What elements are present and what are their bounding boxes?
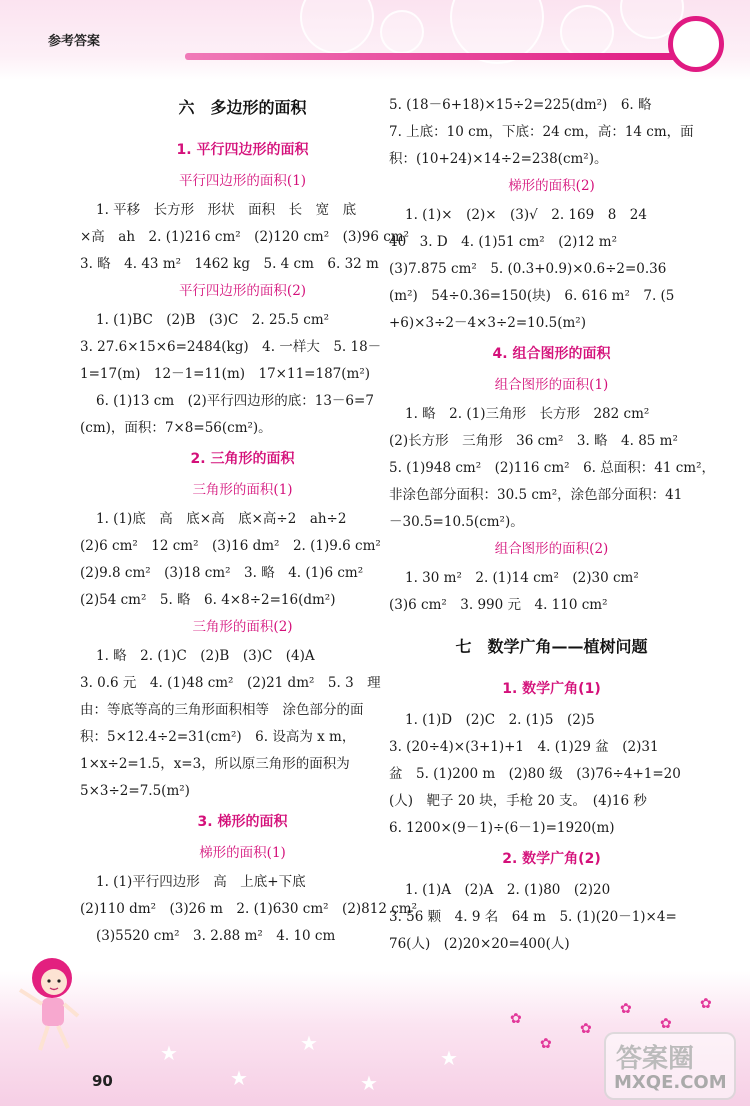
answer-line: (2)54 cm² 5. 略 6. 4×8÷2=16(dm²) bbox=[80, 592, 336, 608]
subsection-title: 组合图形的面积(1) bbox=[494, 377, 609, 393]
subsection-title: 平行四边形的面积(1) bbox=[178, 173, 307, 189]
answer-line: 1. (1)D (2)C 2. (1)5 (2)5 bbox=[405, 712, 595, 728]
answer-line: 6. 1200×(9－1)÷(6－1)=1920(m) bbox=[389, 820, 615, 836]
watermark-text: 答案圈 bbox=[616, 1044, 695, 1074]
answer-line: 7. 上底：10 cm，下底：24 cm，高：14 cm，面 bbox=[389, 124, 694, 140]
flower-icon: ✿ bbox=[620, 1001, 632, 1017]
answer-line: 3. 56 颗 4. 9 名 64 m 5. (1)(20－1)×4= bbox=[389, 909, 677, 925]
flower-icon: ✿ bbox=[580, 1021, 592, 1037]
answer-line: (3)6 cm² 3. 990 元 4. 110 cm² bbox=[389, 597, 608, 613]
answer-line: 3. 27.6×15×6=2484(kg) 4. 一样大 5. 18－ bbox=[80, 339, 382, 355]
star-icon: ★ bbox=[360, 1071, 378, 1095]
section-title: 1. 平行四边形的面积 bbox=[176, 142, 309, 158]
watermark-logo bbox=[604, 1032, 736, 1100]
page-footer bbox=[0, 971, 750, 1106]
answer-line: 由：等底等高的三角形面积相等 涂色部分的面 bbox=[80, 702, 364, 718]
answer-line: (2)110 dm² (3)26 m 2. (1)630 cm² (2)812 cm² bbox=[80, 901, 418, 917]
chapter-title: 六 多边形的面积 bbox=[178, 98, 307, 117]
page-number: 90 bbox=[92, 1072, 113, 1090]
answer-line: 1. 略 2. (1)C (2)B (3)C (4)A bbox=[96, 648, 315, 664]
right-column bbox=[389, 92, 714, 958]
section-title: 2. 三角形的面积 bbox=[190, 451, 295, 467]
answer-line: (2)9.8 cm² (3)18 cm² 3. 略 4. (1)6 cm² bbox=[80, 565, 364, 581]
page-header bbox=[0, 0, 750, 80]
answer-line: 积：5×12.4÷2=31(cm²) 6. 设高为 x m， bbox=[80, 729, 356, 745]
answer-line: (m²) 54÷0.36=150(块) 6. 616 m² 7. (5 bbox=[389, 288, 675, 304]
answer-line: 1. (1)平行四边形 高 上底+下底 bbox=[96, 874, 306, 890]
answer-line: 1. (1)A (2)A 2. (1)80 (2)20 bbox=[405, 882, 611, 898]
chapter-title: 七 数学广角——植树问题 bbox=[455, 637, 648, 656]
subsection-title: 三角形的面积(2) bbox=[192, 619, 293, 635]
answer-line: 1. 略 2. (1)三角形 长方形 282 cm² bbox=[405, 406, 650, 422]
answer-line: ×高 ah 2. (1)216 cm² (2)120 cm² (3)96 cm² bbox=[80, 229, 410, 245]
flower-icon: ✿ bbox=[660, 1016, 672, 1032]
answer-line: 非涂色部分面积：30.5 cm²，涂色部分面积：41 bbox=[389, 487, 683, 503]
answer-line: 1=17(m) 12－1=11(m) 17×11=187(m²) bbox=[80, 366, 370, 382]
subsection-title: 梯形的面积(2) bbox=[508, 178, 595, 194]
answer-line: (cm)，面积：7×8=56(cm²)。 bbox=[80, 420, 272, 436]
answer-line: 6. (1)13 cm (2)平行四边形的底：13－6=7 bbox=[96, 393, 374, 409]
answer-line: 3. 0.6 元 4. (1)48 cm² (2)21 dm² 5. 3 理 bbox=[80, 675, 381, 691]
watermark-url: MXQE.COM bbox=[614, 1072, 727, 1093]
subsection-title: 梯形的面积(1) bbox=[199, 845, 286, 861]
answer-line: －30.5=10.5(cm²)。 bbox=[389, 514, 524, 530]
answer-line: 40 3. D 4. (1)51 cm² (2)12 m² bbox=[389, 234, 618, 250]
flower-icon: ✿ bbox=[540, 1036, 552, 1052]
subsection-title: 三角形的面积(1) bbox=[192, 482, 293, 498]
answer-line: (3)7.875 cm² 5. (0.3+0.9)×0.6÷2=0.36 bbox=[389, 261, 667, 277]
answer-line: +6)×3÷2－4×3÷2=10.5(m²) bbox=[389, 315, 586, 331]
answer-line: 5×3÷2=7.5(m²) bbox=[80, 783, 190, 799]
header-label: 参考答案 bbox=[48, 34, 101, 49]
decor-bubble bbox=[560, 5, 614, 59]
answer-line: 1. (1)× (2)× (3)√ 2. 169 8 24 bbox=[405, 207, 647, 223]
star-icon: ★ bbox=[160, 1041, 178, 1065]
answer-line: 5. (1)948 cm² (2)116 cm² 6. 总面积：41 cm²， bbox=[389, 460, 715, 476]
answer-line: 3. (20÷4)×(3+1)+1 4. (1)29 盆 (2)31 bbox=[389, 739, 659, 755]
decor-bubble bbox=[380, 10, 424, 54]
answer-line: 1. (1)BC (2)B (3)C 2. 25.5 cm² bbox=[96, 312, 330, 328]
section-title: 3. 梯形的面积 bbox=[197, 814, 288, 830]
header-ring-icon bbox=[668, 16, 724, 72]
answer-line: 盆 5. (1)200 m (2)80 级 (3)76÷4+1=20 bbox=[389, 766, 681, 782]
decor-bubble bbox=[300, 0, 374, 54]
star-icon: ★ bbox=[300, 1031, 318, 1055]
answer-line: 1. (1)底 高 底×高 底×高÷2 ah÷2 bbox=[96, 511, 347, 527]
answer-line: 5. (18－6+18)×15÷2=225(dm²) 6. 略 bbox=[389, 97, 652, 113]
answer-line: 积：(10+24)×14÷2=238(cm²)。 bbox=[389, 151, 608, 167]
answer-line: (3)5520 cm² 3. 2.88 m² 4. 10 cm bbox=[96, 928, 336, 944]
section-title: 1. 数学广角(1) bbox=[502, 681, 601, 697]
star-icon: ★ bbox=[230, 1066, 248, 1090]
answer-line: (人) 靶子 20 块，手枪 20 支。 (4)16 秒 bbox=[389, 793, 647, 809]
section-title: 2. 数学广角(2) bbox=[502, 851, 601, 867]
answer-line: 3. 略 4. 43 m² 1462 kg 5. 4 cm 6. 32 m bbox=[80, 256, 379, 272]
answer-line: 1×x÷2=1.5，x=3，所以原三角形的面积为 bbox=[80, 756, 350, 772]
answer-line: (2)长方形 三角形 36 cm² 3. 略 4. 85 m² bbox=[389, 433, 678, 449]
star-icon: ★ bbox=[440, 1046, 458, 1070]
answer-line: 1. 30 m² 2. (1)14 cm² (2)30 cm² bbox=[405, 570, 639, 586]
answer-line: (2)6 cm² 12 cm² (3)16 dm² 2. (1)9.6 cm² bbox=[80, 538, 381, 554]
header-bar bbox=[185, 53, 685, 60]
flower-icon: ✿ bbox=[510, 1011, 522, 1027]
answer-line: 76(人) (2)20×20=400(人) bbox=[389, 936, 570, 952]
answer-line: 1. 平移 长方形 形状 面积 长 宽 底 bbox=[96, 202, 357, 218]
section-title: 4. 组合图形的面积 bbox=[492, 346, 611, 362]
girl-illustration bbox=[10, 950, 90, 1060]
left-column bbox=[80, 92, 418, 950]
flower-icon: ✿ bbox=[700, 996, 712, 1012]
subsection-title: 组合图形的面积(2) bbox=[494, 541, 609, 557]
subsection-title: 平行四边形的面积(2) bbox=[178, 283, 307, 299]
